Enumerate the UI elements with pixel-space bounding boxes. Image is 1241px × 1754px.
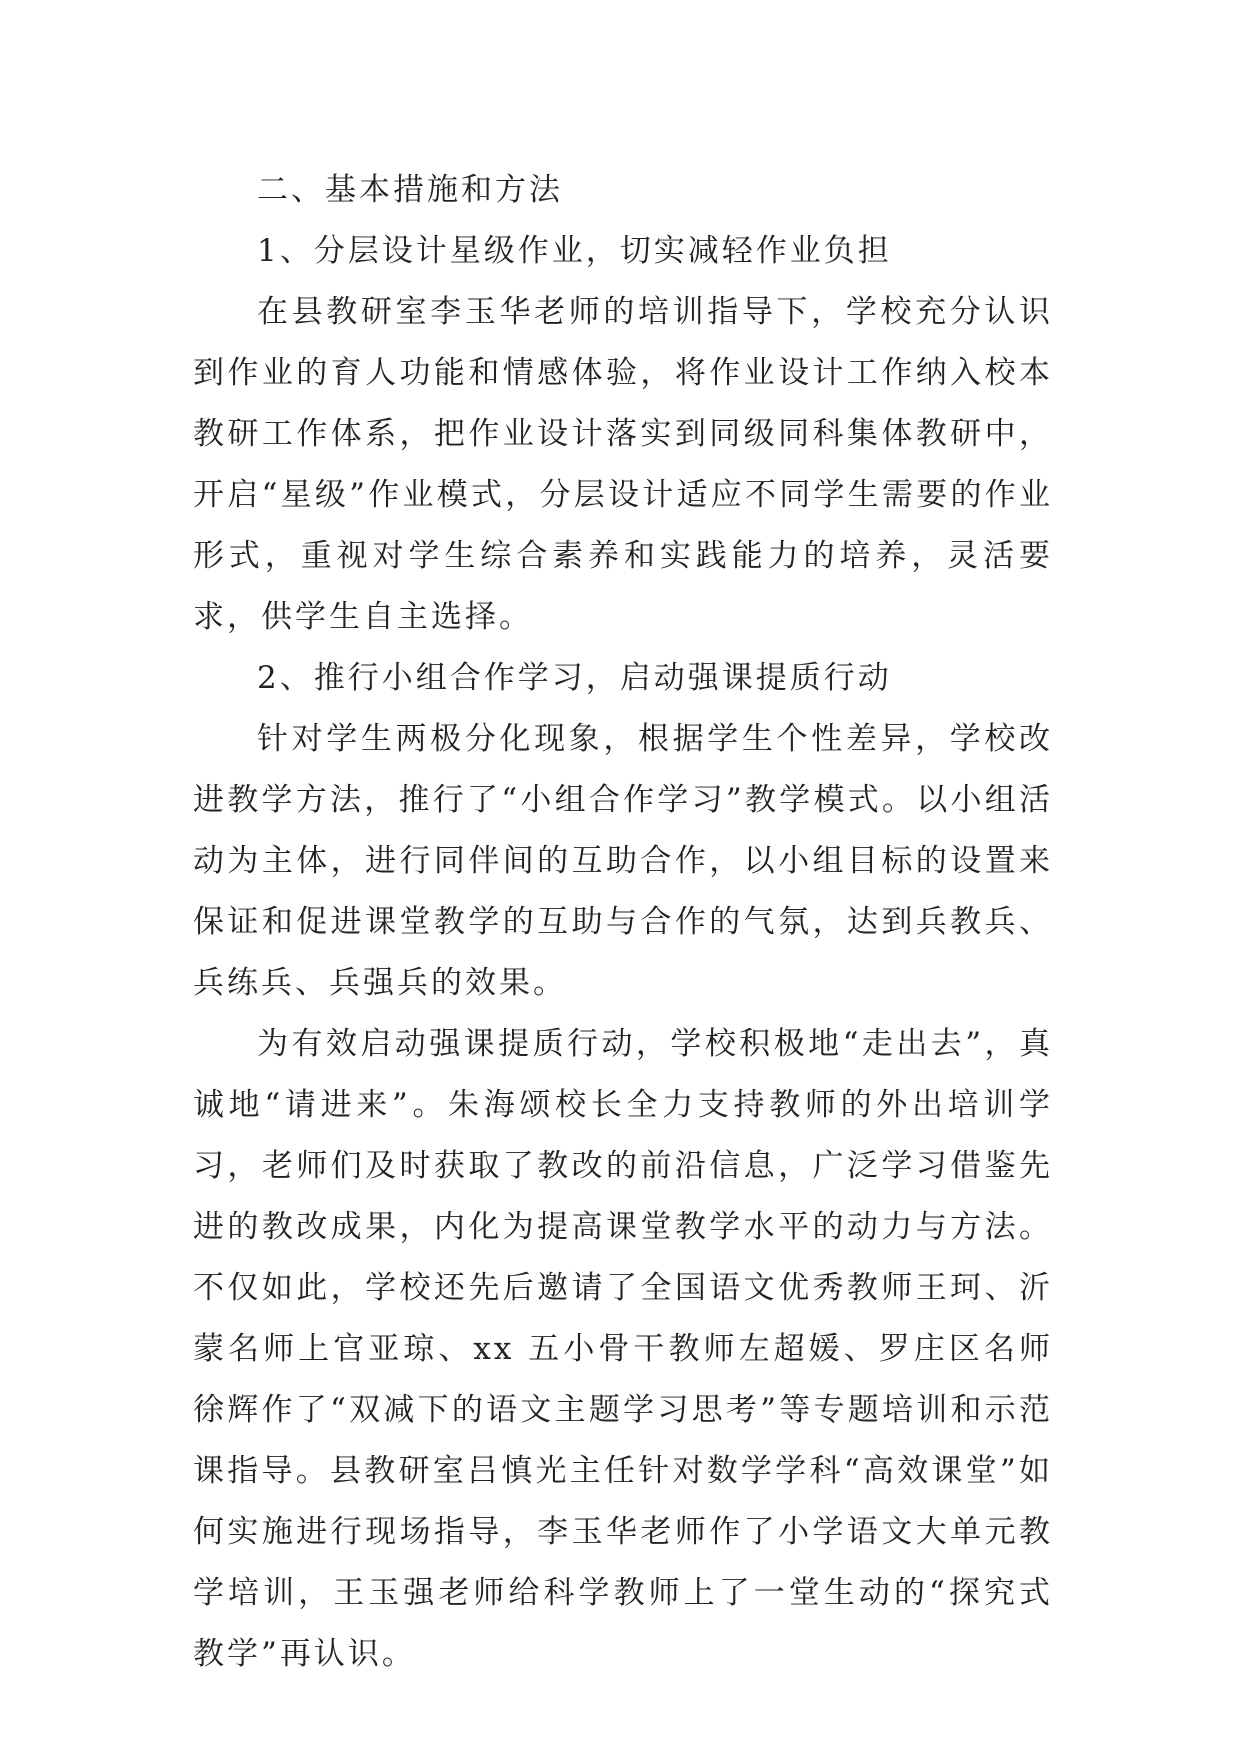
section-heading: 二、基本措施和方法 — [257, 172, 563, 208]
paragraph-1: 在县教研室李玉华老师的培训指导下，学校充分认识到作业的育人功能和情感体验，将作业设计工作纳入校本教研工作体系，把作业设计落实到同级同科集体教研中，开启“星级”作业模式，分层设计适应不同学生需要的作业形式，重视对学生综合素养和实践能力的培养，灵活要求，供学生自主选择。 — [193, 294, 1053, 635]
subsection-heading-2: 2、推行小组合作学习，启动强课提质行动 — [257, 660, 892, 696]
subsection-heading-1: 1、分层设计星级作业，切实减轻作业负担 — [257, 233, 892, 269]
document-page — [193, 160, 1053, 1685]
paragraph-3: 为有效启动强课提质行动，学校积极地“走出去”，真诚地“请进来”。朱海颂校长全力支持教师的外出培训学习，老师们及时获取了教改的前沿信息，广泛学习借鉴先进的教改成果，内化为提高课堂教学水平的动力与方法。不仅如此，学校还先后邀请了全国语文优秀教师王珂、沂蒙名师上官亚琼、xx 五小骨干教师左超媛、罗庄区名师徐辉作了“双减下的语文主题学习思考”等专题培训和示范课指导。县教研室吕慎光主任针对数学学科“高效课堂”如何实施进行现场指导，李玉华老师作了小学语文大单元教学培训，王玉强老师给科学教师上了一堂生动的“探究式教学”再认识。 — [193, 1026, 1053, 1672]
paragraph-2: 针对学生两极分化现象，根据学生个性差异，学校改进教学方法，推行了“小组合作学习”教学模式。以小组活动为主体，进行同伴间的互助合作，以小组目标的设置来保证和促进课堂教学的互助与合作的气氛，达到兵教兵、兵练兵、兵强兵的效果。 — [193, 721, 1053, 1001]
